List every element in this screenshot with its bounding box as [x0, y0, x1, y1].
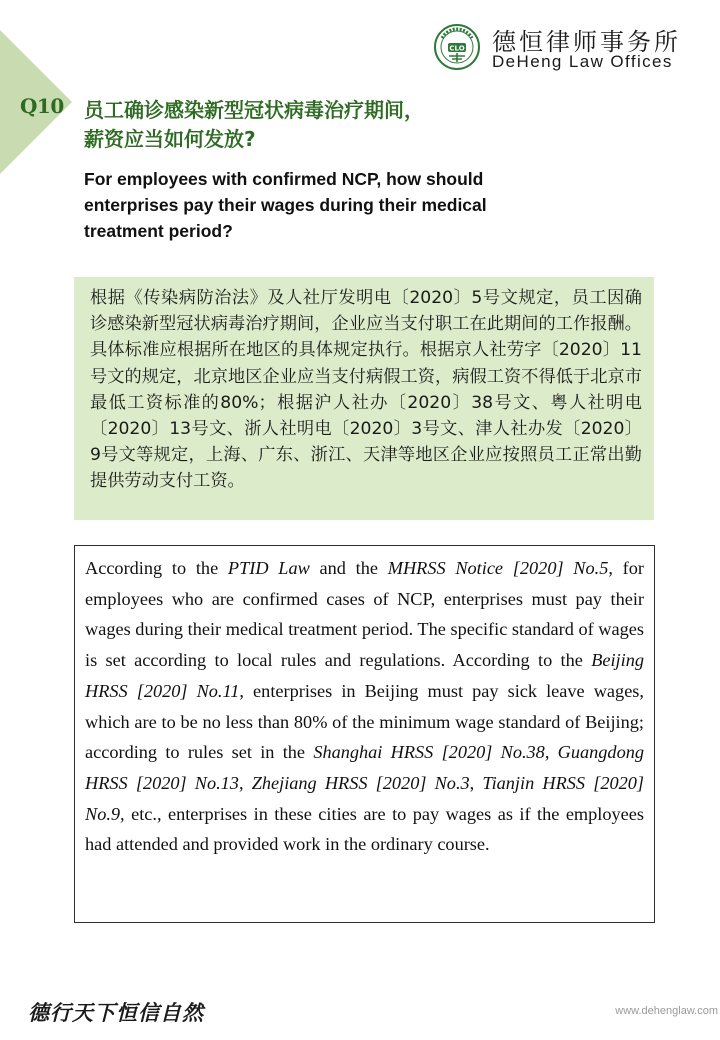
citation-mhrss-notice: MHRSS Notice [2020] No.5 — [387, 558, 609, 578]
citation-zhejiang-hrss: Zhejiang HRSS [2020] No.3 — [251, 772, 470, 793]
answer-en-span: , for employees who are confirmed cases of NCP, enterprises must pay their wages during their medical treatment period. The specific standard of wages is set according to local rules and regulations. According to the — [85, 558, 644, 671]
slogan-text: 德行天下恒信自然 — [28, 1000, 204, 1025]
seal-icon — [434, 24, 480, 70]
answer-en-span: , — [238, 772, 252, 793]
citation-guangdong-hrss: Guangdong HRSS [2020] No.13 — [85, 742, 644, 793]
question-title-cn-line2: 薪资应当如何发放? — [84, 127, 256, 151]
firm-logo — [434, 22, 692, 74]
question-number: Q10 — [20, 94, 64, 118]
question-title-cn — [84, 96, 504, 154]
citation-tianjin-hrss: Tianjin HRSS [2020] No.9, — [85, 772, 644, 824]
question-title-cn-line1: 员工确诊感染新型冠状病毒治疗期间， — [84, 98, 424, 122]
citation-shanghai-hrss: Shanghai HRSS [2020] No.38 — [313, 742, 545, 763]
answer-en-span: and the — [309, 558, 388, 578]
answer-en-span: , — [469, 772, 483, 793]
citation-beijing-hrss: Beijing HRSS [2020] No.11 — [85, 650, 644, 701]
firm-name-cn: 德恒律师事务所 — [492, 28, 681, 56]
answer-en-box — [74, 545, 655, 923]
answer-en-text — [85, 553, 644, 860]
citation-ptid-law: PTID Law — [227, 558, 310, 578]
answer-en-span: , — [544, 742, 558, 763]
answer-en-span: , enterprises in Beijing must pay sick leave wages, which are to be no less than 80% of the minimum wage standard of Beijing; according to rules set in the — [85, 680, 644, 763]
answer-cn-text: 根据《传染病防治法》及人社厅发明电〔2020〕5号文规定，员工因确诊感染新型冠状病毒治疗期间，企业应当支付职工在此期间的工作报酬。具体标准应根据所在地区的具体规定执行。根据京人社劳字〔2020〕11号文的规定，北京地区企业应当支付病假工资，病假工资不得低于北京市最低工资标准的80%；根据沪人社办〔2020〕38号文、粤人社明电〔2020〕13号文、浙人社明电〔2020〕3号文、津人社办发〔2020〕9号文等规定，上海、广东、浙江、天津等地区企业应按照员工正常出勤提供劳动支付工资。 — [90, 288, 642, 492]
answer-en-span: etc., enterprises in these cities are to pay wages as if the employees had attended and provided work in the ordinary course. — [85, 803, 644, 855]
firm-name-en: DeHeng Law Offices — [492, 52, 673, 71]
question-title-en: For employees with confirmed NCP, how should enterprises pay their wages during their medical treatment period? — [84, 169, 487, 241]
website-url[interactable]: www.dehenglaw.com — [615, 1005, 718, 1017]
svg-text:CLO: CLO — [449, 44, 465, 53]
calligraphy-slogan — [28, 994, 208, 1028]
answer-en-span: According to the — [85, 558, 228, 578]
answer-cn-box — [74, 277, 654, 520]
